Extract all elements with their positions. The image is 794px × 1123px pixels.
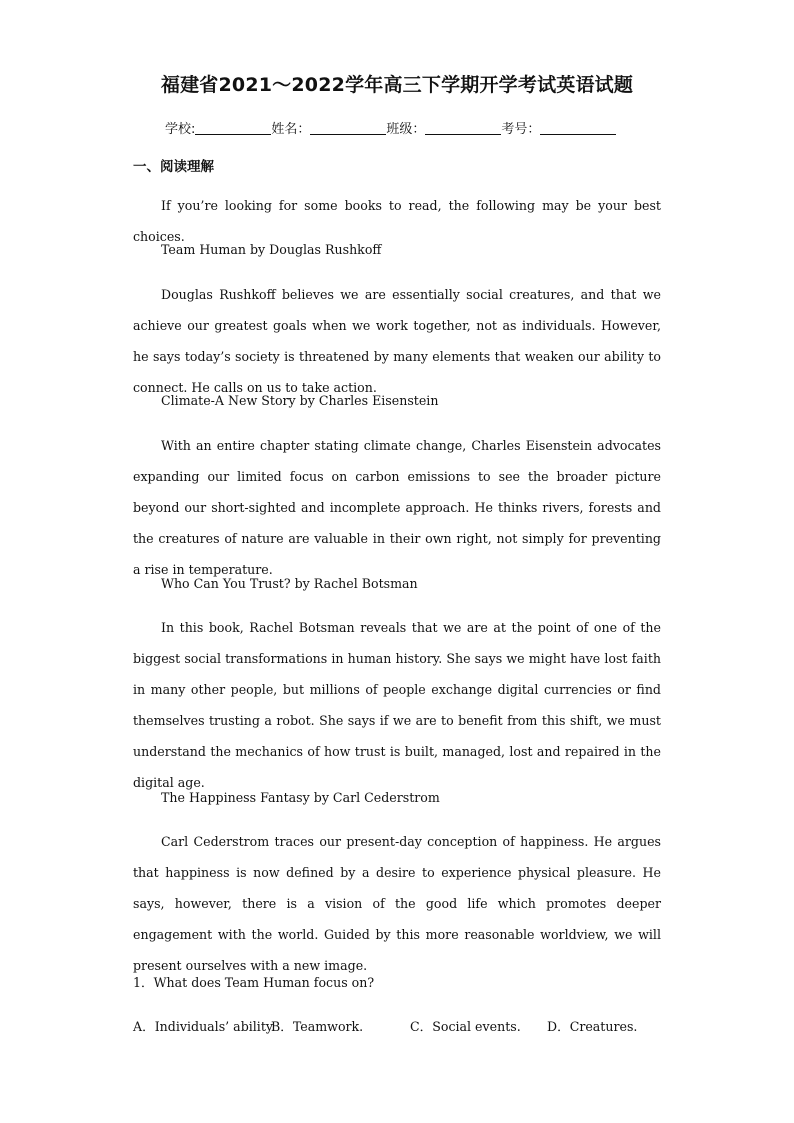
- section-heading: 一、阅读理解: [133, 159, 214, 175]
- school-label: 学校:: [165, 122, 196, 137]
- book-title-4: The Happiness Fantasy by Carl Cederstrom: [161, 790, 440, 805]
- class-blank: [425, 122, 501, 135]
- book-title-3: Who Can You Trust? by Rachel Botsman: [161, 576, 418, 591]
- name-label: 姓名：: [271, 122, 311, 137]
- question-stem: What does Team Human focus on?: [153, 975, 375, 990]
- option-d[interactable]: D．Creatures.: [547, 1019, 638, 1034]
- name-blank: [310, 122, 386, 135]
- question-options: [133, 1016, 661, 1036]
- book-title-2: Climate-A New Story by Charles Eisenstein: [161, 393, 439, 408]
- option-b[interactable]: B．Teamwork.: [271, 1019, 364, 1034]
- question-number: 1．: [133, 975, 154, 990]
- book-description-2: With an entire chapter stating climate change, Charles Eisenstein advocates expanding our limited focus on carbon emissions to see the broader picture beyond our short-sighted and incomplete approach. He thinks rivers, forests and the creatures of nature are valuable in their own right, not simply for preventing a rise in temperature.: [133, 438, 661, 577]
- number-blank: [540, 122, 616, 135]
- number-label: 考号：: [501, 122, 541, 137]
- class-label: 班级：: [386, 122, 426, 137]
- document-title: 福建省2021～2022学年高三下学期开学考试英语试题: [160, 74, 634, 96]
- book-description-1: Douglas Rushkoff believes we are essentially social creatures, and that we achieve our greatest goals when we work together, not as individuals. However, he says today’s society is threatened by many elements that weaken our ability to connect. He calls on us to take action.: [133, 287, 661, 395]
- book-description-3: In this book, Rachel Botsman reveals that we are at the point of one of the biggest social transformations in human history. She says we might have lost faith in many other people, but millions of people exchange digital currencies or find themselves trusting a robot. She says if we are to benefit from this shift, we must understand the mechanics of how trust is built, managed, lost and repaired in the digital age.: [133, 620, 661, 790]
- student-info-line: [165, 118, 616, 137]
- passage-intro: If you’re looking for some books to read, the following may be your best choices.: [133, 198, 661, 244]
- book-description-4: Carl Cederstrom traces our present-day conception of happiness. He argues that happiness is now defined by a desire to experience physical pleasure. He says, however, there is a vision of the good life which promotes deeper engagement with the world. Guided by this more reasonable worldview, we will present ourselves with a new image.: [133, 834, 661, 973]
- option-a[interactable]: A．Individuals’ ability.: [133, 1019, 276, 1034]
- school-blank: [195, 122, 271, 135]
- question-1: [133, 972, 374, 991]
- book-title-1: Team Human by Douglas Rushkoff: [161, 242, 382, 257]
- option-c[interactable]: C．Social events.: [410, 1019, 521, 1034]
